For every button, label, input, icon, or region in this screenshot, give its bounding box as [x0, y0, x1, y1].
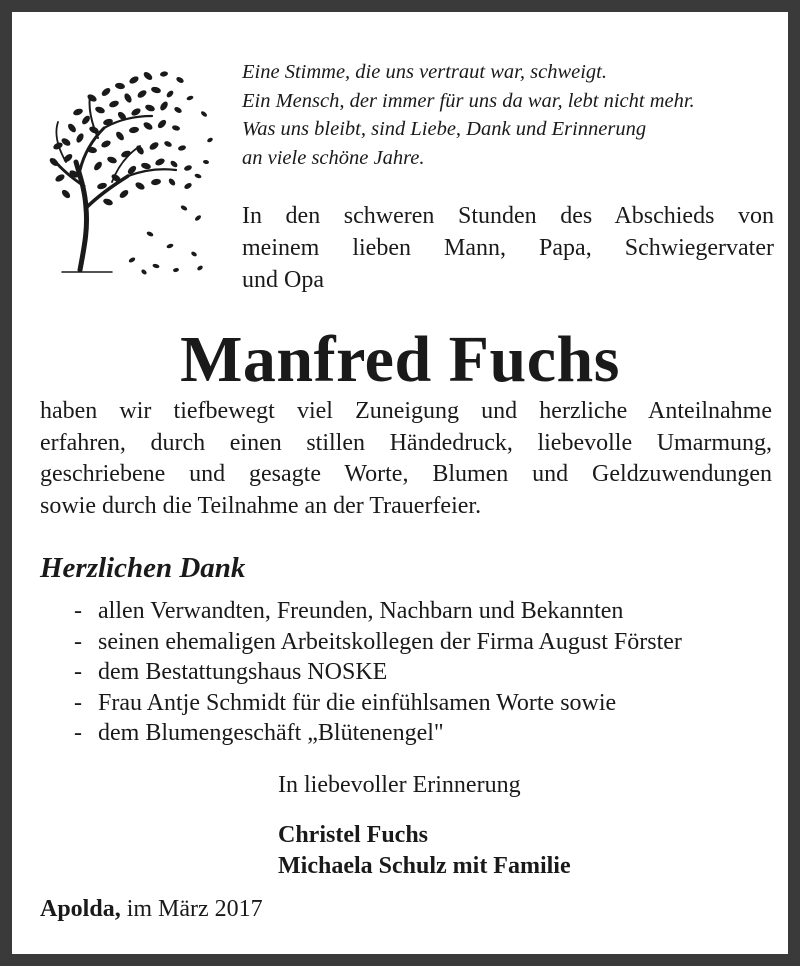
body-paragraph — [40, 396, 772, 522]
body-line: erfahren, durch einen stillen Händedruck, liebevolle Umarmung, — [40, 429, 772, 456]
thanks-item: - dem Bestattungshaus NOSKE — [40, 657, 780, 688]
body-line: sowie durch die Teilnahme an der Trauerfeier. — [40, 492, 482, 519]
date: im März 2017 — [126, 896, 263, 922]
poem — [242, 58, 782, 172]
intro-paragraph — [242, 200, 774, 296]
poem-line: Was uns bleibt, sind Liebe, Dank und Erinnerung — [242, 118, 647, 140]
intro-line: und Opa — [242, 267, 324, 293]
place-date — [40, 894, 263, 924]
poem-line: Eine Stimme, die uns vertraut war, schweigt. — [242, 61, 607, 83]
signer-name: Christel Fuchs — [278, 822, 428, 848]
thanks-item: - seinen ehemaligen Arbeitskollegen der Firma August Förster — [40, 627, 780, 658]
body-line: geschriebene und gesagte Worte, Blumen und Geldzuwendungen — [40, 461, 772, 487]
thanks-item: - dem Blumengeschäft „Blütenengel" — [40, 718, 780, 749]
intro-line: In den schweren Stunden des Abschieds von — [242, 203, 774, 229]
signer-name: Michaela Schulz mit Familie — [278, 853, 571, 879]
body-line: haben wir tiefbewegt viel Zuneigung und herzliche Anteilnahme — [40, 398, 772, 424]
thanks-item: - allen Verwandten, Freunden, Nachbarn und Bekannten — [40, 596, 780, 627]
thanks-heading: Herzlichen Dank — [40, 552, 246, 584]
poem-line: an viele schöne Jahre. — [242, 146, 425, 169]
signers — [278, 820, 571, 882]
wind-blown-tree-icon — [36, 58, 216, 280]
thanks-item: - Frau Antje Schmidt für die einfühlsamen Worte sowie — [40, 688, 780, 719]
thanks-list — [40, 596, 780, 749]
deceased-name: Manfred Fuchs — [180, 323, 620, 396]
obituary-card — [12, 12, 788, 954]
place: Apolda, — [40, 896, 121, 922]
poem-line: Ein Mensch, der immer für uns da war, lebt nicht mehr. — [242, 89, 695, 112]
intro-line: meinem lieben Mann, Papa, Schwiegervater — [242, 235, 774, 261]
closing-phrase: In liebevoller Erinnerung — [278, 772, 521, 798]
